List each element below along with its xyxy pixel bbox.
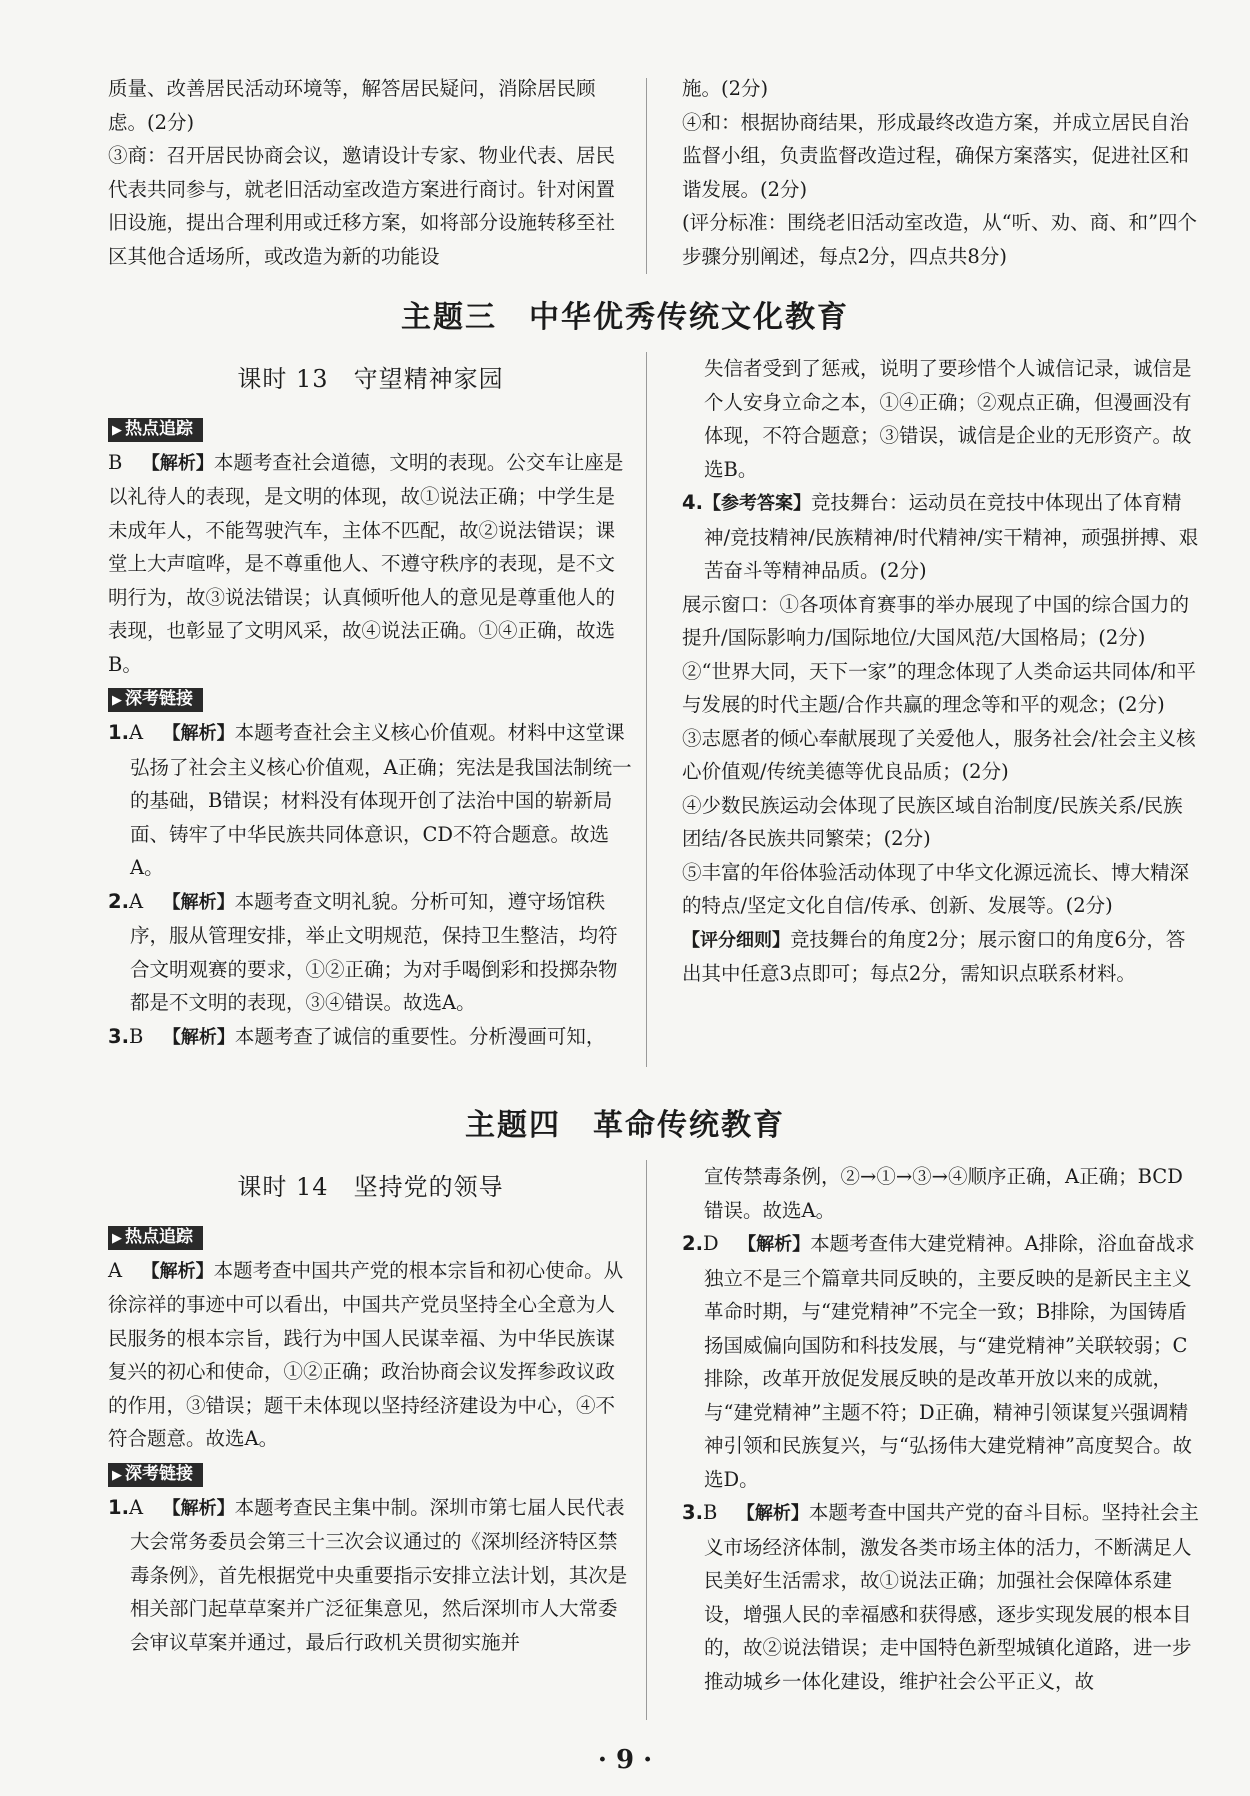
triangle-icon: ▶	[112, 422, 122, 438]
paragraph: (评分标准：围绕老旧活动室改造，从“听、劝、商、和”四个步骤分别阐述，每点2分，四点共8分)	[682, 211, 1198, 268]
section-heading-deep: ▶ 深考链接	[108, 688, 203, 712]
paragraph: ②“世界大同，天下一家”的理念体现了人类命运共同体/和平与发展的时代主题/合作共赢的理念等和平的观念；(2分)	[682, 659, 1197, 716]
topic3-right-column	[682, 352, 1202, 991]
lesson-title: 课时 13 守望精神家园	[237, 365, 504, 393]
section-heading-hot: ▶ 热点追踪	[108, 1226, 203, 1250]
answer-3: 3.B 【解析】本题考查中国共产党的奋斗目标。坚持社会主义市场经济体制，激发各类市场主体的活力，不断满足人民美好生活需求，故①说法正确；加强社会保障体系建设，增强人民的幸福感和获得感，逐步实现发展的根本目的，故②说法错误；走中国特色新型城镇化道路，进一步推动城乡一体化建设，维护社会公平正义，故	[682, 1501, 1199, 1693]
section-heading-hot: ▶ 热点追踪	[108, 418, 203, 442]
paragraph: ⑤丰富的年俗体验活动体现了中华文化源远流长、博大精深的特点/坚定文化自信/传承、创新、发展等。(2分)	[682, 860, 1190, 917]
answer-4: 4.【参考答案】竞技舞台：运动员在竞技中体现出了体育精神/竞技精神/民族精神/时代精神/实干精神，顽强拼搏、艰苦奋斗等精神品质。(2分)	[682, 491, 1199, 582]
continuation-left	[108, 72, 633, 273]
answer-2: 2.D 【解析】本题考查伟大建党精神。A排除，浴血奋战求独立不是三个篇章共同反映的，主要反映的是新民主主义革命时期，与“建党精神”不完全一致；B排除，为国铸盾扬国威偏向国防和科技发展，与“建党精神”关联较弱；C排除，改革开放促发展反映的是改革开放以来的成就，与“建党精神”主题不符；D正确，精神引领谋复兴强调精神引领和民族复兴，与“弘扬伟大建党精神”高度契合。故选D。	[682, 1232, 1195, 1491]
answer-2: 2.A 【解析】本题考查文明礼貌。分析可知，遵守场馆秩序，服从管理安排，举止文明规范，保持卫生整洁，均符合文明观赛的要求，①②正确；为对手喝倒彩和投掷杂物都是不文明的表现，③④错误。故选A。	[108, 889, 618, 1014]
answer-1: 1.A 【解析】本题考查民主集中制。深圳市第七届人民代表大会常务委员会第三十三次会议通过的《深圳经济特区禁毒条例》，首先根据党中央重要指示安排立法计划，其次是相关部门起草草案并广泛征集意见，然后深圳市人大常委会审议草案并通过，最后行政机关贯彻实施并	[108, 1495, 628, 1654]
topic4-left-column	[108, 1163, 633, 1659]
scoring-rule: 【评分细则】竞技舞台的角度2分；展示窗口的角度6分，答出其中任意3点即可；每点2分，需知识点联系材料。	[682, 927, 1186, 985]
section-heading-deep: ▶ 深考链接	[108, 1463, 203, 1487]
topic3-left-column	[108, 355, 633, 1054]
answer-3: 3.B 【解析】本题考查了诚信的重要性。分析漫画可知，	[108, 1024, 606, 1048]
paragraph: ④少数民族运动会体现了民族区域自治制度/民族关系/民族团结/各民族共同繁荣；(2分)	[682, 793, 1183, 850]
answer-1-continued: 宣传禁毒条例，②→①→③→④顺序正确，A正确；BCD错误。故选A。	[704, 1165, 1183, 1222]
hot-answer: B 【解析】本题考查社会道德，文明的表现。公交车让座是以礼待人的表现，是文明的体现，故①说法正确；中学生是未成年人，不能驾驶汽车，主体不匹配，故②说法错误；课堂上大声喧哗，是不尊重他人、不遵守秩序的表现，是不文明行为，故③说法错误；认真倾听他人的意见是尊重他人的表现，也彰显了文明风采，故④说法正确。①④正确，故选B。	[108, 450, 624, 676]
continuation-right	[682, 72, 1202, 273]
topic3-title: 主题三 中华优秀传统文化教育	[401, 300, 849, 335]
answer-1: 1.A 【解析】本题考查社会主义核心价值观。材料中这堂课弘扬了社会主义核心价值观，A正确；宪法是我国法制统一的基础，B错误；材料没有体现开创了法治中国的崭新局面、铸牢了中华民族共同体意识，CD不符合题意。故选A。	[108, 721, 632, 879]
paragraph: 展示窗口：①各项体育赛事的举办展现了中国的综合国力的提升/国际影响力/国际地位/大国风范/大国格局；(2分)	[682, 592, 1190, 649]
lesson-title: 课时 14 坚持党的领导	[237, 1173, 504, 1201]
column-divider	[646, 352, 647, 1067]
answer-3-continued: 失信者受到了惩戒，说明了要珍惜个人诚信记录，诚信是个人安身立命之本，①④正确；②观点正确，但漫画没有体现，不符合题意；③错误，诚信是企业的无形资产。故选B。	[704, 357, 1192, 481]
topic4-right-column	[682, 1160, 1202, 1698]
paragraph: 质量、改善居民活动环境等，解答居民疑问，消除居民顾虑。(2分)	[108, 77, 596, 134]
page-number: · 9 ·	[597, 1745, 653, 1775]
triangle-icon: ▶	[112, 693, 122, 708]
hot-answer: A 【解析】本题考查中国共产党的根本宗旨和初心使命。从徐淙祥的事迹中可以看出，中国共产党员坚持全心全意为人民服务的根本宗旨，践行为中国人民谋幸福、为中华民族谋复兴的初心和使命，①②正确；政治协商会议发挥参政议政的作用，③错误；题干未体现以坚持经济建设为中心，④不符合题意。故选A。	[108, 1258, 624, 1450]
paragraph: ③商：召开居民协商会议，邀请设计专家、物业代表、居民代表共同参与，就老旧活动室改造方案进行商讨。针对闲置旧设施，提出合理利用或迁移方案，如将部分设施转移至社区其他合适场所，或改造为新的功能设	[108, 144, 616, 268]
triangle-icon: ▶	[112, 1230, 122, 1246]
topic4-title: 主题四 革命传统教育	[465, 1108, 785, 1143]
paragraph: 施。(2分)	[682, 77, 769, 100]
column-divider	[646, 1160, 647, 1720]
paragraph: ③志愿者的倾心奉献展现了关爱他人，服务社会/社会主义核心价值观/传统美德等优良品质；(2分)	[682, 726, 1196, 783]
paragraph: ④和：根据协商结果，形成最终改造方案，并成立居民自治监督小组，负责监督改造过程，确保方案落实，促进社区和谐发展。(2分)	[682, 110, 1190, 201]
column-divider	[646, 78, 647, 274]
triangle-icon: ▶	[112, 1467, 122, 1483]
